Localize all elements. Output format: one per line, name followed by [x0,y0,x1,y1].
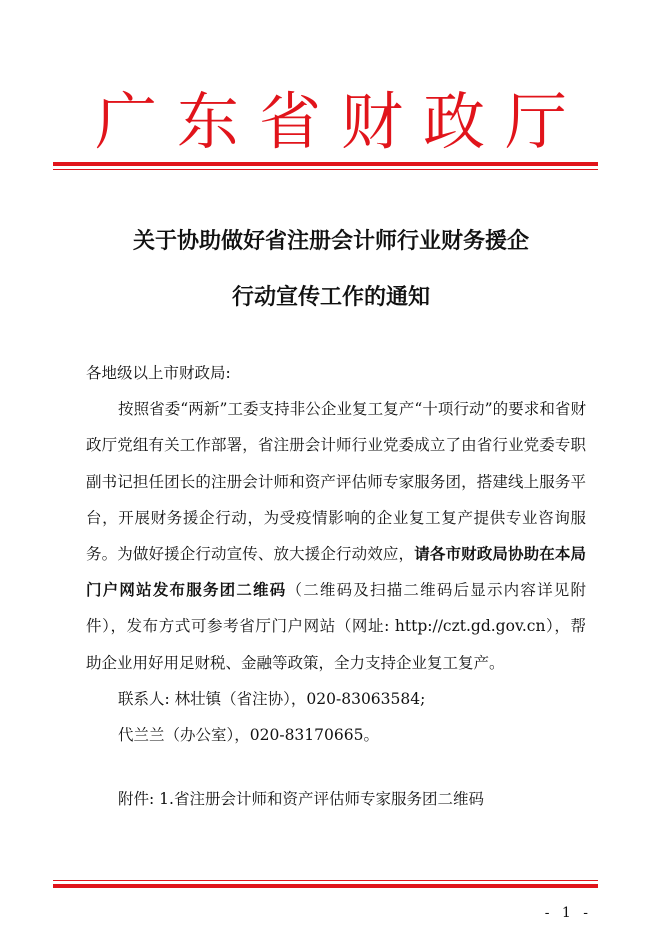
body-text-part-1: 按照省委“两新”工委支持非公企业复工复产“十项行动”的要求和省财政厅党组有关工作部署，省注册会计师行业党委成立了由省行业党委专职副书记担任团长的注册会计师和资产评估师专家服务团，搭建线上服务平台，开展财务援企行动，为受疫情影响的企业复工复产提供专业咨询服务。为做好援企行动宣传、放大援企行动效应， [86,400,586,564]
body-text-emphasis: 请各市财政局协助在本局门户网站发布服务团二维码 [86,544,586,600]
document-title-line-2: 行动宣传工作的通知 [231,284,430,310]
masthead-title: 广东省财政厅 [94,85,587,158]
body-paragraph [86,391,586,681]
page-number: - 1 - [544,905,592,921]
document-body [86,355,586,817]
attachment-line: 附件: 1.省注册会计师和资产评估师专家服务团二维码 [118,790,484,809]
header-divider [53,162,598,166]
document-title-line-1: 关于协助做好省注册会计师行业财务援企 [132,228,529,254]
footer-divider [53,880,598,881]
body-text-part-2: （二维码及扫描二维码后显示内容详见附件），发布方式可参考省厅门户网站（网址: http://czt.gd.gov.cn），帮助企业用好用足财税、金融等政策，全力支持企业复工复产。 [86,581,586,672]
contact-line-2: 代兰兰（办公室），020-83170665。 [118,726,379,745]
contact-line-1: 联系人: 林壮镇（省注协），020-83063584; [118,689,426,708]
salutation: 各地级以上市财政局: [86,364,231,382]
